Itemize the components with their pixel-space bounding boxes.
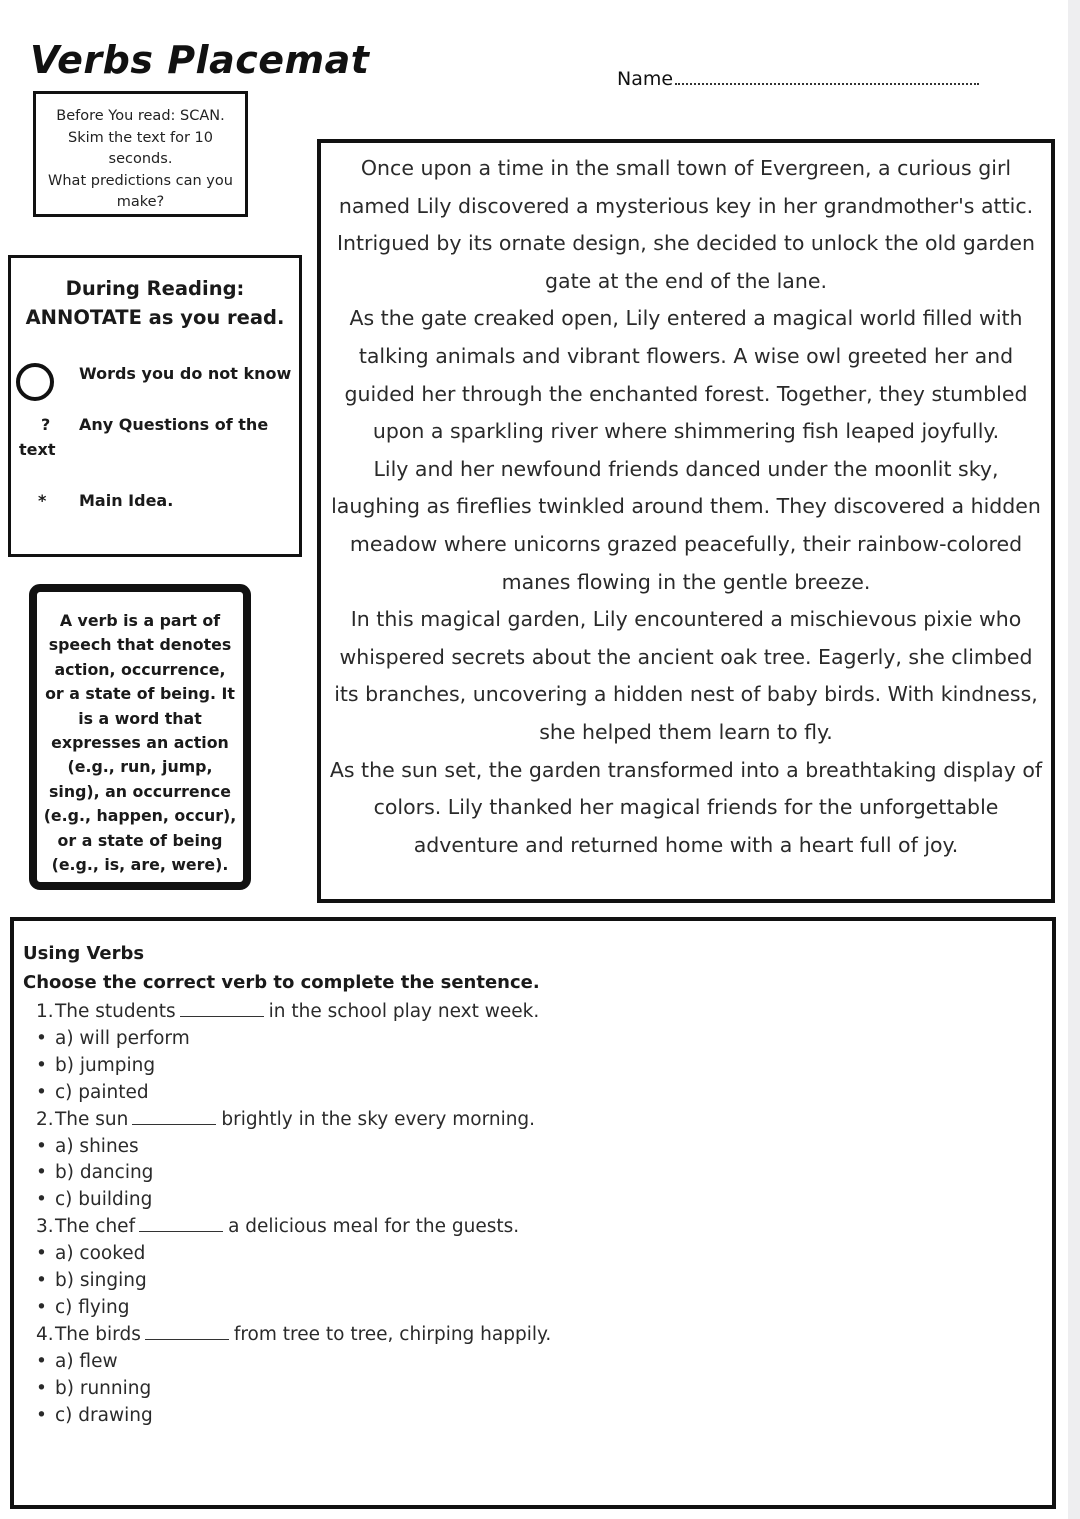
during-heading-line: ANNOTATE as you read.: [25, 306, 285, 329]
story-line: named Lily discovered a mysterious key in her grandmother's attic.: [338, 193, 1034, 218]
option-label: b) dancing: [55, 1162, 154, 1184]
option-label: a) will perform: [55, 1027, 190, 1049]
option-label: c) painted: [55, 1081, 149, 1103]
bullet-icon: •: [36, 1296, 47, 1318]
question-text-after: brightly in the sky every morning.: [221, 1108, 536, 1130]
definition-line: is a word that: [78, 708, 202, 728]
question-text-after: in the school play next week.: [268, 1001, 540, 1022]
definition-line: (e.g., happen, occur),: [43, 806, 237, 826]
definition-line: A verb is a part of: [59, 611, 221, 630]
option[interactable]: [36, 1134, 551, 1161]
verb-definition-box: [29, 584, 251, 890]
before-reading-line: Skim the text for 10: [68, 129, 213, 146]
answer-blank[interactable]: [145, 1338, 229, 1340]
definition-line: or a state of being. It: [45, 684, 235, 704]
story-line: colors. Lily thanked her magical friends for the unforgettable: [373, 795, 999, 820]
question-1: [36, 999, 551, 1026]
question-text-before: The students: [55, 1001, 176, 1022]
page-title: Verbs Placemat: [30, 38, 370, 82]
during-reading-box: [8, 255, 302, 557]
story-line: As the gate creaked open, Lily entered a magical world filled with: [349, 306, 1023, 331]
option-label: c) building: [55, 1189, 153, 1211]
definition-line: speech that denotes: [48, 635, 232, 655]
story-line: meadow where unicorns grazed peacefully, their rainbow-colored: [349, 531, 1023, 556]
option[interactable]: [36, 1187, 551, 1214]
option[interactable]: [36, 1295, 551, 1322]
option-label: c) flying: [55, 1296, 130, 1318]
question-text-after: from tree to tree, chirping happily.: [233, 1323, 552, 1345]
option[interactable]: [36, 1268, 551, 1295]
answer-blank[interactable]: [132, 1123, 216, 1125]
during-heading-line: During Reading:: [65, 277, 245, 300]
option-label: b) singing: [55, 1270, 147, 1292]
option-label: b) jumping: [55, 1054, 156, 1076]
question-text-before: The birds: [55, 1323, 141, 1345]
question-number: 4.: [36, 1323, 54, 1345]
option[interactable]: [36, 1349, 551, 1376]
option[interactable]: [36, 1026, 551, 1053]
definition-line: sing), an occurrence: [49, 781, 231, 801]
before-reading-line: What predictions can you: [48, 172, 233, 189]
name-dotted-line[interactable]: [675, 65, 979, 85]
story-line: whispered secrets about the ancient oak tree. Eagerly, she climbed: [339, 644, 1033, 669]
bullet-icon: •: [36, 1350, 47, 1372]
before-reading-line: make?: [116, 194, 165, 210]
before-reading-line: Before You read: SCAN.: [56, 108, 225, 124]
using-verbs-box: [10, 917, 1056, 1509]
name-field[interactable]: [617, 62, 979, 90]
section-instruction: Choose the correct verb to complete the sentence.: [23, 972, 540, 993]
bullet-icon: •: [36, 1027, 47, 1049]
option-label: a) cooked: [55, 1243, 146, 1265]
bullet-icon: •: [36, 1404, 47, 1426]
option[interactable]: [36, 1080, 551, 1107]
story-line: As the sun set, the garden transformed into a breathtaking display of: [329, 757, 1043, 782]
option-label: a) shines: [55, 1135, 139, 1157]
story-line: laughing as fireflies twinkled around them. They discovered a hidden: [331, 494, 1041, 519]
option-label: a) flew: [55, 1350, 118, 1372]
annotate-question-label-cont: text: [19, 440, 56, 459]
definition-line: or a state of being: [57, 830, 223, 850]
during-reading-heading: [11, 274, 299, 332]
question-mark-symbol: ?: [41, 415, 51, 434]
story-line: talking animals and vibrant flowers. A wise owl greeted her and: [358, 343, 1014, 368]
option[interactable]: [36, 1160, 551, 1187]
question-3: [36, 1214, 551, 1241]
story-line: Once upon a time in the small town of Evergreen, a curious girl: [360, 156, 1012, 180]
story-line: In this magical garden, Lily encountered a mischievous pixie who: [350, 607, 1022, 632]
bullet-icon: •: [36, 1162, 47, 1184]
star-symbol: *: [38, 491, 47, 510]
story-box: [317, 139, 1055, 903]
section-title: Using Verbs: [23, 943, 145, 964]
question-text-after: a delicious meal for the guests.: [228, 1216, 520, 1238]
bullet-icon: •: [36, 1189, 47, 1211]
story-line: adventure and returned home with a heart full of joy.: [413, 832, 959, 857]
definition-line: expresses an action: [51, 733, 229, 753]
answer-blank[interactable]: [139, 1230, 223, 1232]
question-4: [36, 1322, 551, 1349]
answer-blank[interactable]: [180, 1015, 264, 1017]
annotate-main-idea-label: Main Idea.: [79, 491, 174, 510]
name-label: Name: [617, 68, 674, 90]
bullet-icon: •: [36, 1081, 47, 1103]
option[interactable]: [36, 1241, 551, 1268]
question-number: 2.: [36, 1108, 54, 1130]
question-2: [36, 1107, 551, 1134]
annotate-circle-label: Words you do not know: [79, 364, 292, 383]
before-reading-box: [33, 91, 248, 217]
definition-line: (e.g., is, are, were).: [51, 855, 229, 875]
question-text-before: The chef: [55, 1216, 136, 1238]
definition-line: action, occurrence,: [54, 659, 226, 679]
story-line: guided her through the enchanted forest. Together, they stumbled: [344, 381, 1028, 406]
before-reading-line: seconds.: [108, 151, 173, 167]
page-edge: [1068, 0, 1080, 1519]
story-line: gate at the end of the lane.: [545, 268, 827, 293]
definition-line: (e.g., run, jump,: [67, 757, 213, 777]
bullet-icon: •: [36, 1377, 47, 1399]
option[interactable]: [36, 1053, 551, 1080]
option[interactable]: [36, 1403, 551, 1430]
option-label: c) drawing: [55, 1404, 153, 1426]
story-line: Lily and her newfound friends danced under the moonlit sky,: [373, 456, 999, 481]
story-line: its branches, uncovering a hidden nest of baby birds. With kindness,: [334, 682, 1038, 707]
circle-icon: [16, 363, 54, 401]
question-number: 3.: [36, 1216, 54, 1238]
option[interactable]: [36, 1376, 551, 1403]
story-line: she helped them learn to fly.: [539, 719, 833, 744]
bullet-icon: •: [36, 1270, 47, 1292]
question-text-before: The sun: [55, 1108, 129, 1130]
story-line: Intrigued by its ornate design, she decided to unlock the old garden: [336, 231, 1036, 256]
question-list: [36, 999, 551, 1430]
option-label: b) running: [55, 1377, 152, 1399]
story-line: upon a sparkling river where shimmering fish leaped joyfully.: [372, 419, 1000, 444]
story-line: manes flowing in the gentle breeze.: [501, 569, 871, 594]
bullet-icon: •: [36, 1054, 47, 1076]
annotate-question-label: Any Questions of the: [79, 415, 269, 434]
question-number: 1.: [36, 1001, 54, 1022]
bullet-icon: •: [36, 1243, 47, 1265]
bullet-icon: •: [36, 1135, 47, 1157]
